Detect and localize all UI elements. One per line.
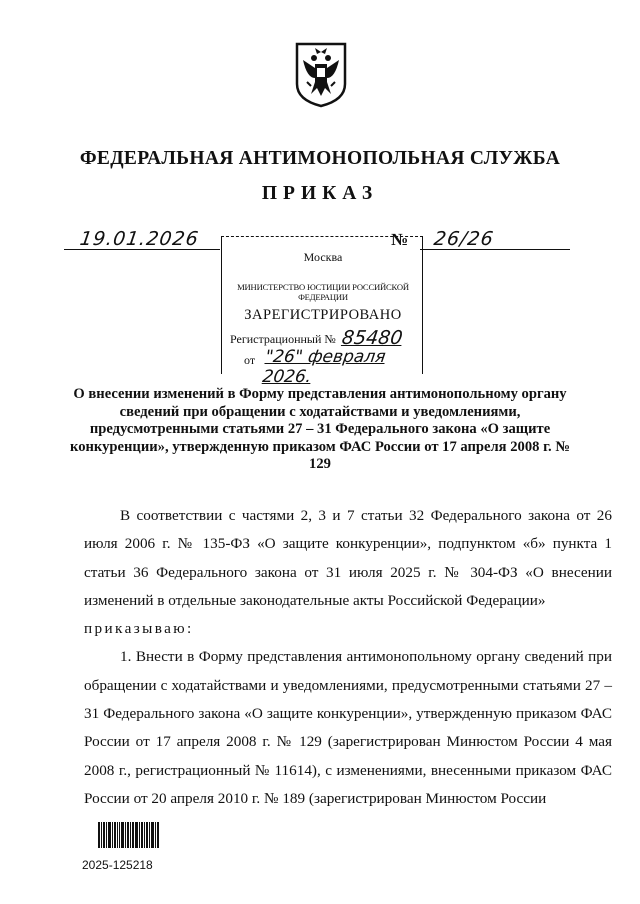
barcode-icon xyxy=(98,822,160,848)
coat-of-arms-icon xyxy=(293,38,349,108)
stamp-reg-label: Регистрационный № xyxy=(230,332,336,346)
stamp-registered: ЗАРЕГИСТРИРОВАНО xyxy=(244,307,402,323)
stamp-from-label: от xyxy=(244,353,256,367)
stamp-ministry: МИНИСТЕРСТВО ЮСТИЦИИ РОССИЙСКОЙ ФЕДЕРАЦИИ xyxy=(237,282,409,302)
handwritten-date: 19.01.2026 xyxy=(78,228,201,250)
stamp-reg-number: 85480 xyxy=(340,327,404,349)
stamp-reg-date: "26" февраля 2026. xyxy=(261,347,387,387)
document-body xyxy=(84,502,612,813)
handwritten-number: 26/26 xyxy=(432,228,496,250)
number-sign: № xyxy=(391,230,409,249)
paragraph-item-1: 1. Внести в Форму представления антимонопольному органу сведений при обращении с ходатайствами и уведомлениями, предусмотренными статьями 27 – 31 Федерального закона «О защите конкуренции», утвержденную приказом ФАС России от 17 апреля 2008 г. № 129 (зарегистрирован Минюстом России 4 мая 2008 г., регистрационный № 11614), с изменениями, внесенными приказом ФАС России от 20 апреля 2010 г. № 189 (зарегистрирован Минюстом России xyxy=(84,648,612,807)
document-number: 2025-125218 xyxy=(82,858,153,872)
registration-stamp xyxy=(221,236,423,387)
document-title: О внесении изменений в Форму представления антимонопольному органу сведений при обращении с ходатайствами и уведомлениями, предусмотренными статьями 27 – 31 Федерального закона «О защите конкуренции», утвержденную приказом ФАС России от 17 апреля 2008 г. № 129 xyxy=(70,386,571,472)
stamp-city: Москва xyxy=(303,250,343,264)
order-word: приказываю: xyxy=(84,620,194,638)
paragraph-preamble: В соответствии с частями 2, 3 и 7 статьи 32 Федерального закона от 26 июля 2006 г. № 135-ФЗ «О защите конкуренции», подпунктом «б» пункта 1 статьи 36 Федерального закона от 31 июля 2025 г. № 304-ФЗ «О внесении изменений в отдельные законодательные акты Российской Федерации» xyxy=(84,507,612,609)
agency-name: ФЕДЕРАЛЬНАЯ АНТИМОНОПОЛЬНАЯ СЛУЖБА xyxy=(79,148,561,169)
document-type: ПРИКАЗ xyxy=(261,183,379,204)
